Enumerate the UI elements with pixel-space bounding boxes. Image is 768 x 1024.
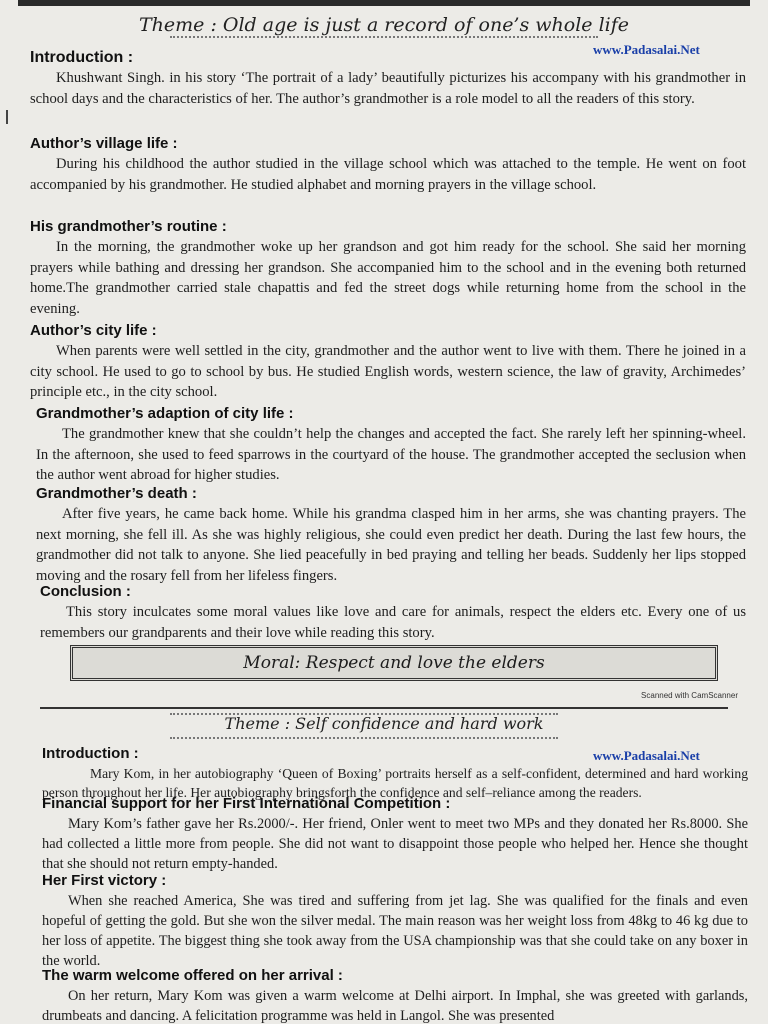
dotted-underline-2 (170, 737, 558, 741)
heading-grandmother-routine: His grandmother’s routine : (30, 218, 227, 235)
paragraph-introduction-2: Mary Kom, in her autobiography ‘Queen of Boxing’ portraits herself as a self-confident, determined and hard working person throughout her life. Her autobiography bringsforth the confidence and self–reliance among the readers. (42, 766, 748, 800)
dotted-underline (170, 36, 598, 40)
heading-financial-support: Financial support for her First International Competition : (42, 795, 451, 812)
paragraph-village-life: During his childhood the author studied in the village school which was attached to the temple. He went on foot accompanied by his grandmother. He studied alphabet and morning prayers in the village school. (30, 156, 746, 193)
moral-text: Moral: Respect and love the elders (243, 653, 545, 673)
section-1-city-life (30, 321, 746, 403)
heading-village-life: Author’s village life : (30, 135, 178, 152)
section-1-routine (30, 217, 746, 319)
section-2-first-victory (42, 871, 748, 971)
heading-first-victory: Her First victory : (42, 872, 167, 889)
theme-title-1 (0, 14, 768, 36)
section-1-introduction (30, 48, 746, 109)
paragraph-city-life: When parents were well settled in the city, grandmother and the author went to live with them. There he joined in a city school. He used to go to school by bus. He studied English words, western science, the law of gravity, Archimedes’ principle etc., in the city school. (30, 343, 746, 401)
paragraph-warm-welcome: On her return, Mary Kom was given a warm welcome at Delhi airport. In Imphal, she was greeted with garlands, drumbeats and dancing. A felicitation programme was held in Langol. She was presented (42, 988, 748, 1024)
heading-introduction-2: Introduction : (42, 745, 139, 762)
paragraph-grandmother-routine: In the morning, the grandmother woke up her grandson and got him ready for the school. She said her morning prayers while bathing and dressing her grandson. She accompanied him to the school and in the evening both returned home.The grandmother carried stale chapattis and fed the street dogs while returning home from the school in the evening. (30, 239, 746, 317)
theme-title-2 (0, 714, 768, 733)
paragraph-first-victory: When she reached America, She was tired and suffering from jet lag. She was qualified for the finals and even hopeful of getting the gold. But she won the silver medal. The main reason was her weight loss from 48kg to 46 kg due to her loss of appetite. The biggest thing she took away from the USA championship was that she could take on any boxer in the world. (42, 893, 748, 969)
scan-note: Scanned with CamScanner (641, 691, 738, 700)
theme-text-1: Theme : Old age is just a record of one’s whole life (139, 14, 629, 36)
heading-warm-welcome: The warm welcome offered on her arrival : (42, 967, 343, 984)
section-1-death (36, 484, 746, 586)
theme-text-2: Theme : Self confidence and hard work (224, 714, 544, 733)
paragraph-financial-support: Mary Kom’s father gave her Rs.2000/-. Her friend, Onler went to meet two MPs and they donated her Rs.8000. She had collected a little more from people. She did not want to disappoint those people who helped her. Hence she thought that she should not return empty-handed. (42, 816, 748, 872)
heading-adaption: Grandmother’s adaption of city life : (36, 405, 294, 422)
margin-mark (6, 110, 8, 124)
heading-introduction: Introduction : (30, 49, 134, 66)
heading-conclusion: Conclusion : (40, 583, 131, 600)
watermark-2: www.Padasalai.Net (593, 748, 700, 763)
moral-box (70, 645, 718, 681)
heading-death: Grandmother’s death : (36, 485, 197, 502)
section-1-village-life (30, 134, 746, 195)
paragraph-death: After five years, he came back home. While his grandma clasped him in her arms, she was chanting prayers. The next morning, she fell ill. As she was highly religious, she could even predict her death. During the last few hours, the grandmother did not talk to anyone. She lied peacefully in bed praying and telling her beads. Suddenly her lips stopped moving and the rosary fell from her lifeless fingers. (36, 506, 746, 584)
section-2-financial (42, 794, 748, 874)
watermark-1: www.Padasalai.Net (593, 42, 700, 57)
section-divider (40, 707, 728, 709)
paragraph-adaption: The grandmother knew that she couldn’t help the changes and accepted the fact. She rarely left her spinning-wheel. In the afternoon, she used to feed sparrows in the courtyard of the house. The grandmother accepted the seclusion when the author went abroad for higher studies. (36, 426, 746, 484)
section-2-welcome (42, 966, 748, 1024)
paragraph-conclusion: This story inculcates some moral values like love and care for animals, respect the elders etc. Every one of us remembers our grandparents and their love while reading this story. (40, 604, 746, 641)
section-1-adaption (36, 404, 746, 486)
paragraph-introduction: Khushwant Singh. in his story ‘The portrait of a lady’ beautifully picturizes his accompany with his grandmother in school days and the characteristics of her. The author’s grandmother is a role model to all the readers of this story. (30, 70, 746, 107)
top-border-rule (18, 0, 750, 6)
heading-city-life: Author’s city life : (30, 322, 157, 339)
section-1-conclusion (40, 582, 746, 643)
